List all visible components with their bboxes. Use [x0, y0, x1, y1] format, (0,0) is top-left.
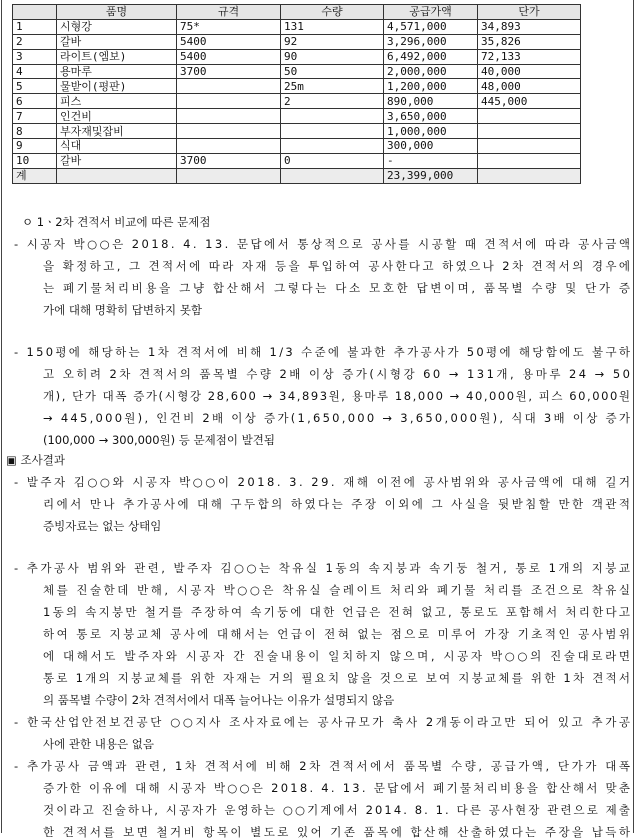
- cell-no: 3: [13, 49, 57, 64]
- cell-unit-price: 445,000: [478, 94, 581, 109]
- cell-unit-price: 35,826: [478, 34, 581, 49]
- cell-spec: 5400: [177, 34, 281, 49]
- cell-spec: 3700: [177, 64, 281, 79]
- table-header-row: [13, 5, 581, 20]
- table-row: [13, 109, 581, 124]
- text-line: (100,000 → 300,000원) 등 문제점이 발견됨: [43, 433, 275, 447]
- cell-spec: [177, 109, 281, 124]
- header-qty: 수량: [281, 5, 384, 20]
- cell-item: 용마루: [57, 64, 177, 79]
- text-line: 증빙자료는 없는 상태임: [43, 519, 162, 533]
- cell-qty: 2: [281, 94, 384, 109]
- cell-item: 라이트(엠보): [57, 49, 177, 64]
- cell-supply: 1,000,000: [384, 124, 478, 139]
- text-line: 것이라고 진술하나, 시공자가 운영하는 ○○기계에서 2014. 8. 1. 다른 공사현장 관련으로 제출: [43, 803, 633, 817]
- cell-qty: [281, 124, 384, 139]
- cell-supply: 4,571,000: [384, 19, 478, 34]
- cell-supply: 23,399,000: [384, 168, 478, 183]
- text-line: 고 오히려 2차 견적서의 품목별 수량 2배 이상 증가(시형강 60 → 131개, 용마루 24 → 50: [43, 367, 633, 381]
- cell-qty: 0: [281, 153, 384, 168]
- cell-item: 시형강: [57, 19, 177, 34]
- text-line: - 150평에 해당하는 1차 견적서에 비해 1/3 수준에 불과한 추가공사가 50평에 해당함에도 불구하: [14, 345, 633, 359]
- cell-supply: -: [384, 153, 478, 168]
- text-line: 하여 통로 지붕교체 공사에 대해서는 언급이 전혀 없는 점으로 미루어 가장 기초적인 공사범위: [43, 627, 633, 641]
- table-row: [13, 64, 581, 79]
- text-line: 통로 1개의 지붕교체를 위한 자재는 거의 필요치 않을 것으로 보여 지붕교체를 위한 1차 견적서: [43, 671, 633, 685]
- table-row: [13, 153, 581, 168]
- text-line: 가에 대해 명확히 답변하지 못함: [43, 303, 203, 317]
- text-line: - 추가공사 범위와 관련, 발주자 김○○는 착유실 1동의 속지붕과 속기둥 철거, 통로 1개의 지붕교: [14, 561, 633, 575]
- cell-unit-price: [478, 124, 581, 139]
- header-unit-price: 단가: [478, 5, 581, 20]
- cell-no: 4: [13, 64, 57, 79]
- text-line: 1동의 속지붕만 철거를 주장하여 속기둥에 대한 언급은 전혀 없고, 통로도 포함해서 처리한다고: [43, 605, 633, 619]
- header-supply: 공급가액: [384, 5, 478, 20]
- estimate-table: [12, 4, 581, 184]
- cell-supply: 890,000: [384, 94, 478, 109]
- cell-spec: [177, 139, 281, 154]
- cell-item: 인건비: [57, 109, 177, 124]
- cell-unit-price: [478, 109, 581, 124]
- table-row: [13, 124, 581, 139]
- cell-supply: 6,492,000: [384, 49, 478, 64]
- cell-unit-price: 40,000: [478, 64, 581, 79]
- cell-unit-price: [478, 168, 581, 183]
- text-line: 개), 단가 대폭 증가(시형강 28,600 → 34,893원, 용마루 18,000 → 40,000원, 피스 60,000원: [43, 389, 632, 403]
- cell-no: 6: [13, 94, 57, 109]
- cell-qty: [281, 109, 384, 124]
- text-line: → 445,000원), 인건비 2배 이상 증가(1,650,000 → 3,650,000원), 식대 3배 이상 증가: [43, 411, 633, 425]
- cell-spec: [177, 94, 281, 109]
- cell-item: 갈바: [57, 34, 177, 49]
- header-no: [13, 5, 57, 20]
- cell-no: 10: [13, 153, 57, 168]
- cell-item: 물받이(평판): [57, 79, 177, 94]
- cell-qty: [281, 168, 384, 183]
- cell-spec: [177, 168, 281, 183]
- cell-item: 갈바: [57, 153, 177, 168]
- text-line: 한 견적서를 보면 철거비 항목이 별도로 있어 기존 품목에 합산해 산출하였다는 주장을 납득하: [43, 825, 633, 839]
- table-row: [13, 49, 581, 64]
- table-row: [13, 19, 581, 34]
- cell-no: 1: [13, 19, 57, 34]
- cell-qty: 25m: [281, 79, 384, 94]
- cell-supply: 3,650,000: [384, 109, 478, 124]
- text-line: 리에서 만나 추가공사에 대해 구두합의 하였다는 주장 이외에 그 사실을 뒷받침할 만한 객관적: [43, 497, 633, 511]
- text-line: ㅇ 1ㆍ2차 견적서 비교에 따른 문제점: [22, 215, 211, 229]
- cell-supply: 2,000,000: [384, 64, 478, 79]
- cell-supply: 300,000: [384, 139, 478, 154]
- cell-spec: [177, 79, 281, 94]
- text-line: 증가한 이유에 대해 시공자 박○○은 2018. 4. 13. 문답에서 폐기물처리비용을 합산해서 맞춘: [43, 781, 633, 795]
- text-line: ▣ 조사결과: [6, 453, 65, 467]
- cell-item: 피스: [57, 94, 177, 109]
- cell-no: 8: [13, 124, 57, 139]
- table-row: [13, 34, 581, 49]
- cell-unit-price: [478, 139, 581, 154]
- cell-no: 7: [13, 109, 57, 124]
- cell-qty: 131: [281, 19, 384, 34]
- header-item: 품명: [57, 5, 177, 20]
- cell-no: 2: [13, 34, 57, 49]
- text-line: - 발주자 김○○와 시공자 박○○이 2018. 3. 29. 재해 이전에 공사범위와 공사금액에 대해 길거: [14, 475, 633, 489]
- total-label: 계: [13, 168, 57, 183]
- text-line: 는 폐기물처리비용을 그냥 합산해서 그렇다는 다소 모호한 답변이며, 품목별 수량 및 단가 증: [43, 281, 633, 295]
- text-line: 을 확정하고, 그 견적서에 따라 자재 등을 투입하여 공사한다고 하였으나 2차 견적서의 경우에: [43, 259, 633, 273]
- cell-item: 부자재및잡비: [57, 124, 177, 139]
- cell-supply: 3,296,000: [384, 34, 478, 49]
- text-line: 체를 진술한데 반해, 시공자 박○○은 착유실 슬레이트 처리와 폐기물 처리를 조건으로 착유실: [43, 583, 633, 597]
- cell-spec: 5400: [177, 49, 281, 64]
- cell-item: [57, 168, 177, 183]
- text-line: 의 품목별 수량이 2차 견적서에서 대폭 늘어나는 이유가 설명되지 않음: [43, 693, 395, 707]
- cell-unit-price: [478, 153, 581, 168]
- table-row: [13, 94, 581, 109]
- table-row: [13, 79, 581, 94]
- cell-qty: [281, 139, 384, 154]
- text-line: - 시공자 박○○은 2018. 4. 13. 문답에서 통상적으로 공사를 시공할 때 견적서에 따라 공사금액: [14, 237, 633, 251]
- cell-qty: 90: [281, 49, 384, 64]
- header-spec: 규격: [177, 5, 281, 20]
- cell-no: 9: [13, 139, 57, 154]
- cell-item: 식대: [57, 139, 177, 154]
- cell-spec: 3700: [177, 153, 281, 168]
- cell-qty: 50: [281, 64, 384, 79]
- table-row: [13, 139, 581, 154]
- cell-unit-price: 34,893: [478, 19, 581, 34]
- text-line: 사에 관한 내용은 없음: [43, 737, 154, 751]
- cell-unit-price: 48,000: [478, 79, 581, 94]
- text-line: - 추가공사 금액과 관련, 1차 견적서에 비해 2차 견적서에서 품목별 수량, 공급가액, 단가가 대폭: [14, 759, 633, 773]
- cell-spec: 75*: [177, 19, 281, 34]
- table-total-row: [13, 168, 581, 183]
- text-line: 에 대해서도 발주자와 시공자 간 진술내용이 일치하지 않으며, 시공자 박○○의 진술대로라면: [43, 649, 633, 663]
- cell-no: 5: [13, 79, 57, 94]
- cell-qty: 92: [281, 34, 384, 49]
- cell-supply: 1,200,000: [384, 79, 478, 94]
- text-line: - 한국산업안전보건공단 ○○지사 조사자료에는 공사규모가 축사 2개동이라고만 되어 있고 추가공: [14, 715, 633, 729]
- cell-spec: [177, 124, 281, 139]
- cell-unit-price: 72,133: [478, 49, 581, 64]
